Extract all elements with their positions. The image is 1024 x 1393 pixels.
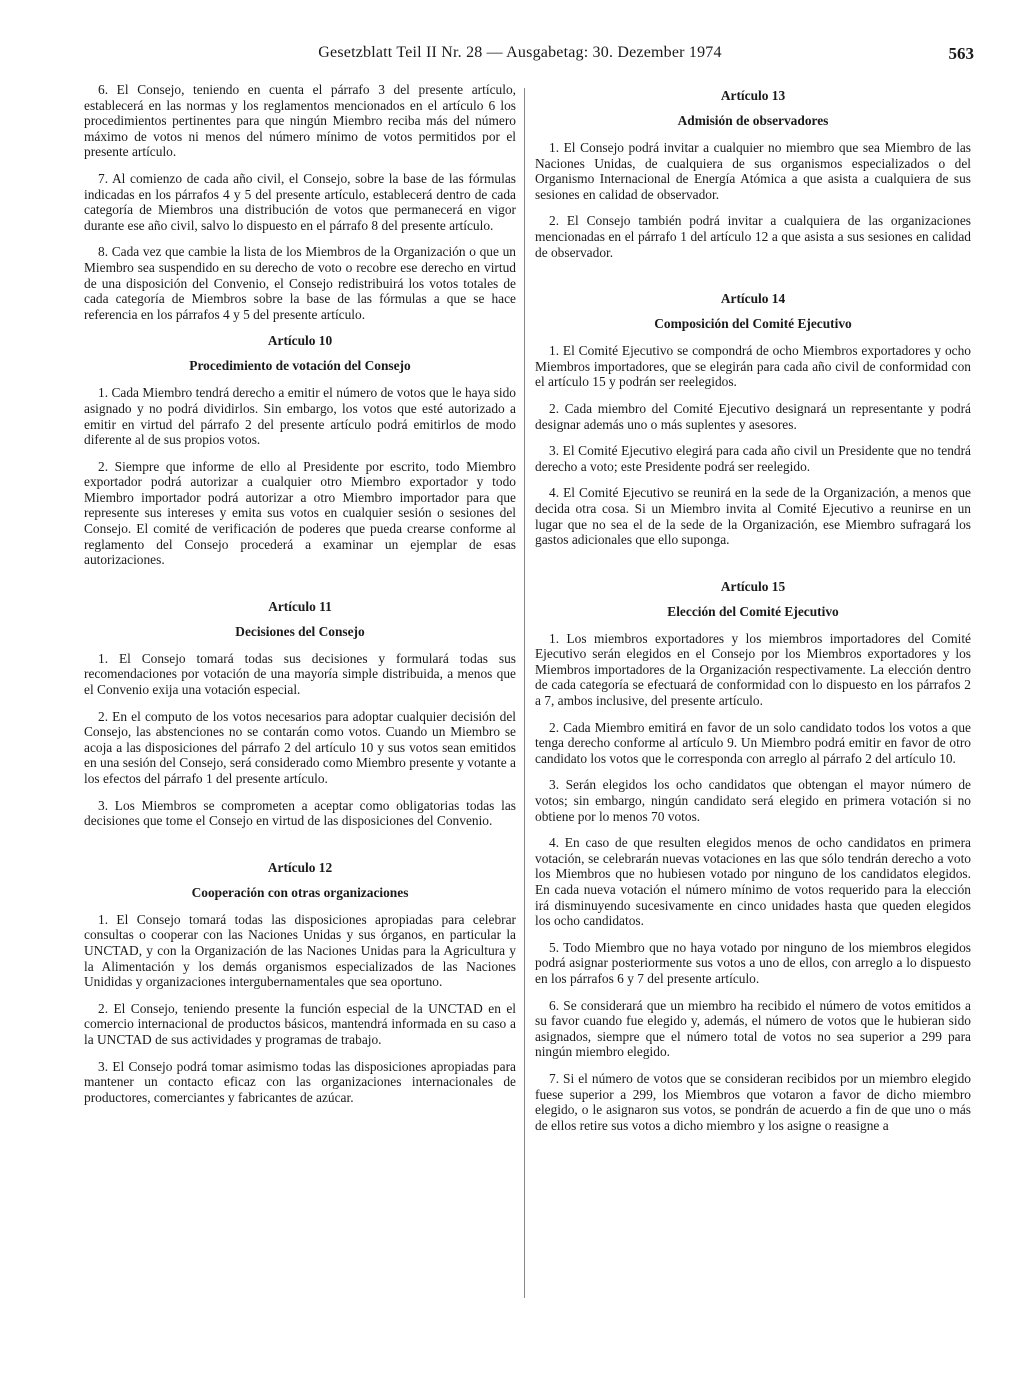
article-13-number: Artículo 13 [720, 88, 786, 103]
paragraph-art9-7: 7. Al comienzo de cada año civil, el Consejo, sobre la base de las fórmulas indicadas en los párrafos 4 y 5 del presente artículo, establecerá dentro de cada categoría de Miembros una distribución de votos que permanecerá en vigor durante ese año civil, salvo lo dispuesto en el párrafo 8 del presente artículo. [84, 170, 516, 233]
paragraph-art11-2: 2. En el computo de los votos necesarios para adoptar cualquier decisión del Consejo, las abstenciones no se contarán como votos. Cuando un Miembro se acoja a las disposiciones del párrafo 2 del artículo 10 y sus votos sean emitidos en una sesión del Consejo, será considerado como Miembro presente y votante a los efectos del párrafo 1 del presente artículo. [84, 708, 516, 786]
paragraph-art15-7: 7. Si el número de votos que se consideran recibidos por un miembro elegido fuese superior a 299, los Miembros que votaron a favor de dicho miembro elegido, o le asignaron sus votos, se pondrán de acuerdo a fin de que uno o más de ellos retire sus votos a dicho miembro y los asigne o reasigne a [535, 1070, 971, 1133]
article-15-number: Artículo 15 [720, 578, 786, 594]
article-14-number: Artículo 14 [720, 291, 786, 307]
paragraph-art14-2: 2. Cada miembro del Comité Ejecutivo designará un representante y podrá designar además uno o más suplentes y asesores. [535, 400, 971, 432]
paragraph-art14-1: 1. El Comité Ejecutivo se compondrá de ocho Miembros exportadores y ocho Miembros importadores, que se elegirán para cada año civil de conformidad con el artículo 15 y podrán ser reelegidos. [535, 343, 971, 390]
paragraph-art12-3: 3. El Consejo podrá tomar asimismo todas las disposiciones apropiadas para mantener un contacto eficaz con las organizaciones internacionales de productores, comerciantes y fabricantes de azúcar. [84, 1058, 516, 1105]
article-12-number: Artículo 12 [267, 859, 333, 875]
paragraph-art15-2: 2. Cada Miembro emitirá en favor de un solo candidato todos los votos a que tenga derecho conforme al artículo 9. Un Miembro podrá emitir en favor de otro candidato los votos que le corresponda con arreglo al párrafo 2 del artículo 10. [535, 719, 971, 766]
paragraph-art11-1: 1. El Consejo tomará todas sus decisiones y formulará todas sus recomendaciones por votación de una mayoría simple distribuida, a menos que el Convenio exija una votación especial. [84, 650, 516, 698]
page-number: 563 [948, 44, 974, 63]
article-15-title: Elección del Comité Ejecutivo [667, 603, 839, 619]
paragraph-art13-2: 2. El Consejo también podrá invitar a cualquiera de las organizaciones mencionadas en el párrafo 1 del artículo 12 a que asista a sus sesiones en calidad de observador. [535, 213, 971, 260]
column-divider [524, 88, 525, 1298]
page-header [0, 0, 1024, 70]
paragraph-art15-1: 1. Los miembros exportadores y los miembros importadores del Comité Ejecutivo serán elegidos en el Consejo por los Miembros exportadores y los Miembros importadores de la Organización respectivamente. La elección dentro de cada categoría se efectuará de conformidad con lo dispuesto en los párrafos 2 a 7, ambos inclusive, del presente artículo. [535, 630, 971, 709]
paragraph-art11-3: 3. Los Miembros se comprometen a aceptar como obligatorias todas las decisiones que tome el Consejo en virtud de las disposiciones del Convenio. [84, 797, 516, 829]
running-head: Gesetzblatt Teil II Nr. 28 — Ausgabetag: 30. Dezember 1974 [318, 44, 722, 61]
article-11-title: Decisiones del Consejo [235, 623, 365, 639]
paragraph-art15-5: 5. Todo Miembro que no haya votado por ninguno de los miembros elegidos podrá asignar posteriormente sus votos a uno de ellos, con arreglo a lo dispuesto en los párrafos 6 y 7 del presente artículo. [535, 939, 971, 986]
article-12-title: Cooperación con otras organizaciones [191, 884, 409, 900]
left-column [84, 82, 516, 1116]
paragraph-art10-1: 1. Cada Miembro tendrá derecho a emitir el número de votos que le haya sido asignado y no podrá dividirlos. Sin embargo, los votos que esté autorizado a emitir en virtud del párrafo 2 del presente artículo podrá emitirlos de modo diferente al de sus propios votos. [84, 385, 516, 448]
paragraph-art12-1: 1. El Consejo tomará todas las disposiciones apropiadas para celebrar consultas o cooperar con las Naciones Unidas y sus órganos, en particular la UNCTAD, y con la Organización de las Naciones Unidas para la Agricultura y la Alimentación y los demás organismos especializados de las Naciones Unididas y organizaciones intergubernamentales que sea oportuno. [84, 911, 516, 990]
paragraph-art14-3: 3. El Comité Ejecutivo elegirá para cada año civil un Presidente que no tendrá derecho a voto; este Presidente podrá ser reelegido. [535, 443, 971, 474]
paragraph-art9-6: 6. El Consejo, teniendo en cuenta el párrafo 3 del presente artículo, establecerá en las normas y los reglamentos mencionados en el artículo 6 los procedimientos pertinentes para que ningún Miembro reciba más del número máximo de votos ni menos del número mínimo de votos permitidos por el presente artículo. [84, 82, 516, 160]
paragraph-art9-8: 8. Cada vez que cambie la lista de los Miembros de la Organización o que un Miembro sea suspendido en su derecho de voto o recobre ese derecho en virtud de una disposición del Convenio, el Consejo redistribuirá los votos totales de cada categoría de Miembros sobre la base de las fórmulas a que se hace referencia en los párrafos 4 y 5 del presente artículo. [84, 244, 516, 322]
paragraph-art15-4: 4. En caso de que resulten elegidos menos de ocho candidatos en primera votación, se celebrarán nuevas votaciones en las que sólo tendrán derecho a voto los Miembros que no hubiesen votado por ninguno de los candidatos elegidos. En cada nueva votación el número mínimo de votos requerido para la elección irá disminuyendo sucesivamente en cinco unidades hasta que queden elegidos los ocho candidatos. [535, 835, 971, 929]
paragraph-art14-4: 4. El Comité Ejecutivo se reunirá en la sede de la Organización, a menos que decida otra cosa. Si un Miembro invita al Comité Ejecutivo a reunirse en un lugar que no sea el de la sede de la Organización, ese Miembro sufragará los gastos adicionales que ello suponga. [535, 485, 971, 548]
right-column [535, 82, 971, 1144]
paragraph-art13-1: 1. El Consejo podrá invitar a cualquier no miembro que sea Miembro de las Naciones Unidas, de cualquiera de sus organismos especializados o del Organismo Internacional de Energía Atómica a que asista a cualquiera de sus sesiones en calidad de observador. [535, 140, 971, 202]
article-11-number: Artículo 11 [268, 598, 332, 614]
article-10-number: Artículo 10 [267, 333, 333, 349]
paragraph-art12-2: 2. El Consejo, teniendo presente la función especial de la UNCTAD en el comercio internacional de productos básicos, mantendrá informada en su caso a la UNCTAD de sus actividades y programas de trabajo. [84, 1000, 516, 1047]
article-14-title: Composición del Comité Ejecutivo [654, 316, 852, 332]
article-13-title: Admisión de observadores [677, 113, 829, 128]
article-10-title: Procedimiento de votación del Consejo [189, 358, 411, 374]
paragraph-art15-6: 6. Se considerará que un miembro ha recibido el número de votos emitidos a su favor cuando fue elegido y, además, el número de votos que le hubieran sido asignados, siempre que el número total de votos no sea superior a 299 para ningún miembro elegido. [535, 997, 971, 1060]
paragraph-art15-3: 3. Serán elegidos los ocho candidatos que obtengan el mayor número de votos; sin embargo, ningún candidato será elegido en primera votación si no obtiene por lo menos 70 votos. [535, 777, 971, 824]
paragraph-art10-2: 2. Siempre que informe de ello al Presidente por escrito, todo Miembro exportador podrá autorizar a cualquier otro Miembro exportador y todo Miembro importador podrá autorizar a otro Miembro importador para que represente sus intereses y emita sus votos en cualquier sesión o sesiones del Consejo. El comité de verificación de poderes que pueda crearse conforme al reglamento del Consejo procederá a examinar un ejemplar de esas autorizaciones. [84, 458, 516, 568]
